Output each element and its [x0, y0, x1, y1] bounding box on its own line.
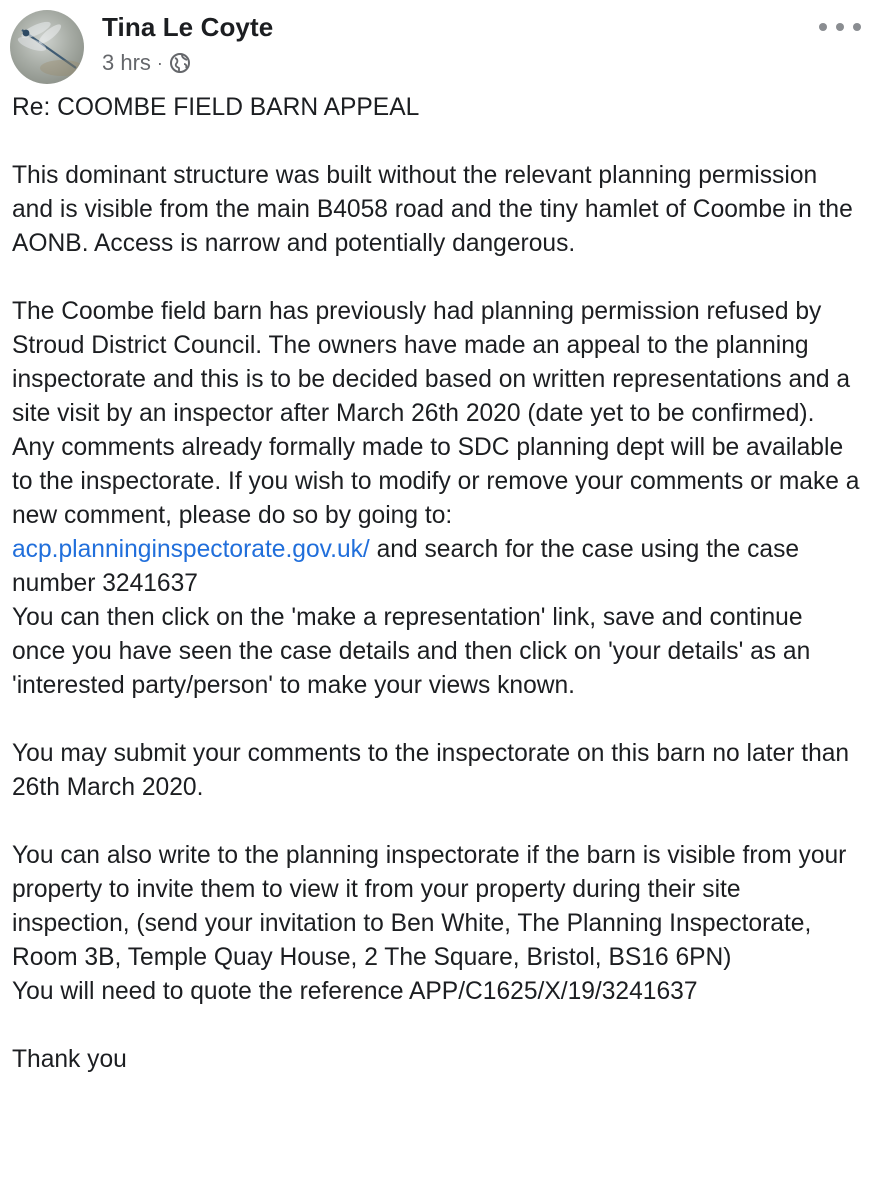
closing-text: Thank you: [12, 1046, 127, 1073]
more-dot: [853, 23, 861, 31]
paragraph-deadline: You may submit your comments to the inspectorate on this barn no later than 26th March 2020.: [12, 740, 850, 801]
dragonfly-photo-icon: [10, 10, 84, 84]
planning-portal-link[interactable]: acp.planninginspectorate.gov.uk/: [12, 536, 370, 563]
appeal-intro: The Coombe field barn has previously had planning permission refused by Stroud District Council. The owners have made an appeal to the planning inspectorate and this is to be decided based on written representations and a site visit by an inspector after March 26th 2020 (date yet to be confirmed). Any comments already formally made to SDC planning dept will be available to the inspectorate. If you wish to modify or remove your comments or make a new comment, please do so by going to:: [12, 298, 860, 529]
meta-separator: ·: [156, 52, 163, 73]
paragraph-invitation: You can also write to the planning inspectorate if the barn is visible from your property to invite them to view it from your property during their site inspection, (send your invitation to Ben White, The Planning Inspectorate, Room 3B, Temple Quay House, 2 The Square, Bristol, BS16 6PN): [12, 842, 847, 971]
globe-icon[interactable]: [169, 52, 191, 74]
author-name[interactable]: Tina Le Coyte: [102, 12, 274, 42]
more-dot: [836, 23, 844, 31]
more-dot: [819, 23, 827, 31]
post-subject: Re: COOMBE FIELD BARN APPEAL: [12, 94, 420, 121]
paragraph-gap: [12, 805, 862, 839]
case-number-text: and search for the case using the case number 3241637: [12, 536, 800, 597]
paragraph-instructions: You can then click on the 'make a representation' link, save and continue once you have seen the case details and then click on 'your details' as an 'interested party/person' to make your views known.: [12, 604, 811, 699]
avatar[interactable]: [10, 10, 84, 84]
paragraph-gap: [12, 125, 862, 159]
paragraph-gap: [12, 703, 862, 737]
post-header: [0, 0, 869, 92]
timestamp[interactable]: 3 hrs: [102, 50, 151, 75]
paragraph-reference: You will need to quote the reference APP/C1625/X/19/3241637: [12, 978, 698, 1005]
more-options-icon[interactable]: [819, 14, 861, 40]
paragraph-appeal: [12, 295, 862, 601]
paragraph-gap: [12, 1009, 862, 1043]
post-body: [12, 91, 862, 1077]
paragraph-structure: This dominant structure was built without the relevant planning permission and is visible from the main B4058 road and the tiny hamlet of Coombe in the AONB. Access is narrow and potentially dangerous.: [12, 162, 853, 257]
post-meta: [102, 48, 191, 78]
paragraph-gap: [12, 261, 862, 295]
